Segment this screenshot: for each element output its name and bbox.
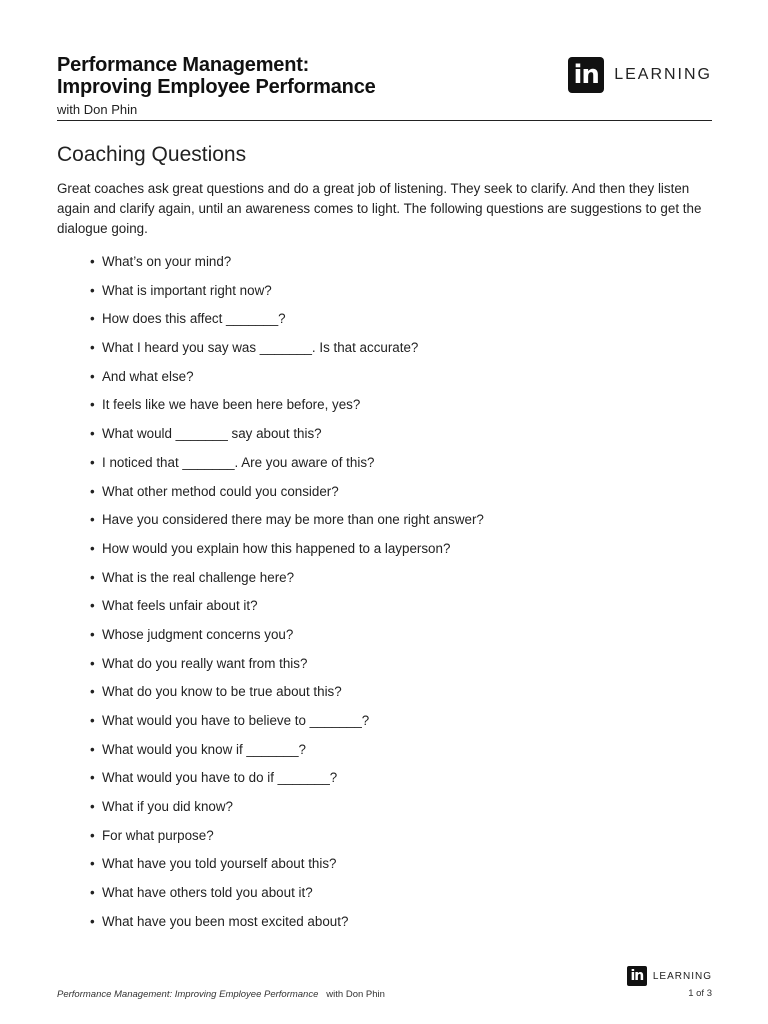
question-text: What have you been most excited about? [102,913,349,929]
question-text: How would you explain how this happened to a layperson? [102,540,451,556]
list-item [90,338,484,367]
footer-course-info [57,989,385,1000]
bullet-icon: • [90,569,95,585]
bullet-icon: • [90,483,95,499]
question-text: And what else? [102,368,194,384]
bullet-icon: • [90,856,95,872]
course-title-line1: Performance Management: [57,54,310,76]
bullet-icon: • [90,713,95,728]
question-text: For what purpose? [102,827,214,843]
list-item [90,367,484,396]
footer-author: with Don Phin [326,989,385,1000]
question-text: Have you considered there may be more than one right answer? [102,512,484,528]
question-text: I noticed that _______. Are you aware of this? [102,454,375,470]
question-text: It feels like we have been here before, yes? [102,397,361,413]
bullet-icon: • [90,311,95,327]
list-item [90,453,484,482]
linkedin-in-icon: in [627,966,647,986]
list-item [90,912,484,941]
question-text: What would _______ say about this? [102,426,322,442]
page-number: 1 of 3 [688,988,712,999]
bullet-icon: • [90,340,95,356]
bullet-icon: • [90,684,95,700]
bullet-icon: • [90,626,95,642]
author-byline: with Don Phin [57,102,138,117]
linkedin-in-icon: in [568,57,604,93]
list-item [90,424,484,453]
list-item [90,797,484,826]
question-text: What feels unfair about it? [102,598,258,614]
bullet-icon: • [90,799,95,815]
bullet-icon: • [90,368,95,384]
bullet-icon: • [90,598,95,614]
question-text: What have others told you about it? [102,885,313,901]
list-item [90,625,484,654]
bullet-icon: • [90,540,95,556]
footer-logo [627,966,712,986]
question-text: What would you have to believe to _______? [102,713,370,728]
list-item [90,596,484,625]
list-item [90,395,484,424]
bullet-icon: • [90,913,95,929]
list-item [90,682,484,711]
list-item [90,711,484,740]
list-item [90,309,484,338]
bullet-icon: • [90,770,95,786]
question-text: What I heard you say was _______. Is that accurate? [102,340,419,356]
course-title-line2: Improving Employee Performance [57,76,376,98]
list-item [90,768,484,797]
question-text: What would you have to do if _______? [102,770,338,786]
footer-logo-wordmark: LEARNING [652,970,712,982]
bullet-icon: • [90,454,95,470]
list-item [90,510,484,539]
question-text: Whose judgment concerns you? [102,626,294,642]
question-text: How does this affect _______? [102,311,286,327]
coaching-questions-list [90,252,484,941]
bullet-icon: • [90,254,95,269]
bullet-icon: • [90,512,95,528]
question-text: What do you know to be true about this? [102,684,342,700]
list-item [90,281,484,310]
list-item [90,883,484,912]
question-text: What have you told yourself about this? [102,856,337,872]
question-text: What’s on your mind? [102,254,232,269]
section-title: Coaching Questions [57,143,247,166]
question-text: What other method could you consider? [102,483,339,499]
question-text: What would you know if _______? [102,741,306,757]
linkedin-learning-logo [568,57,712,93]
question-text: What is important right now? [102,282,272,298]
list-item [90,568,484,597]
question-text: What do you really want from this? [102,655,308,671]
bullet-icon: • [90,426,95,442]
logo-wordmark: LEARNING [614,66,712,83]
intro-paragraph: Great coaches ask great questions and do a great job of listening. They seek to clarify. And then they listen again and clarify again, until an awareness comes to light. The following questions are suggestions to get the dialogue going. [57,181,702,236]
bullet-icon: • [90,741,95,757]
bullet-icon: • [90,885,95,901]
bullet-icon: • [90,827,95,843]
list-item [90,826,484,855]
list-item [90,539,484,568]
bullet-icon: • [90,655,95,671]
bullet-icon: • [90,282,95,298]
question-text: What is the real challenge here? [102,569,295,585]
bullet-icon: • [90,397,95,413]
question-text: What if you did know? [102,799,233,815]
list-item [90,740,484,769]
list-item [90,252,484,281]
list-item [90,482,484,511]
list-item [90,854,484,883]
document-header [57,54,712,121]
footer-course-title: Performance Management: Improving Employee Performance [57,989,319,1000]
list-item [90,654,484,683]
